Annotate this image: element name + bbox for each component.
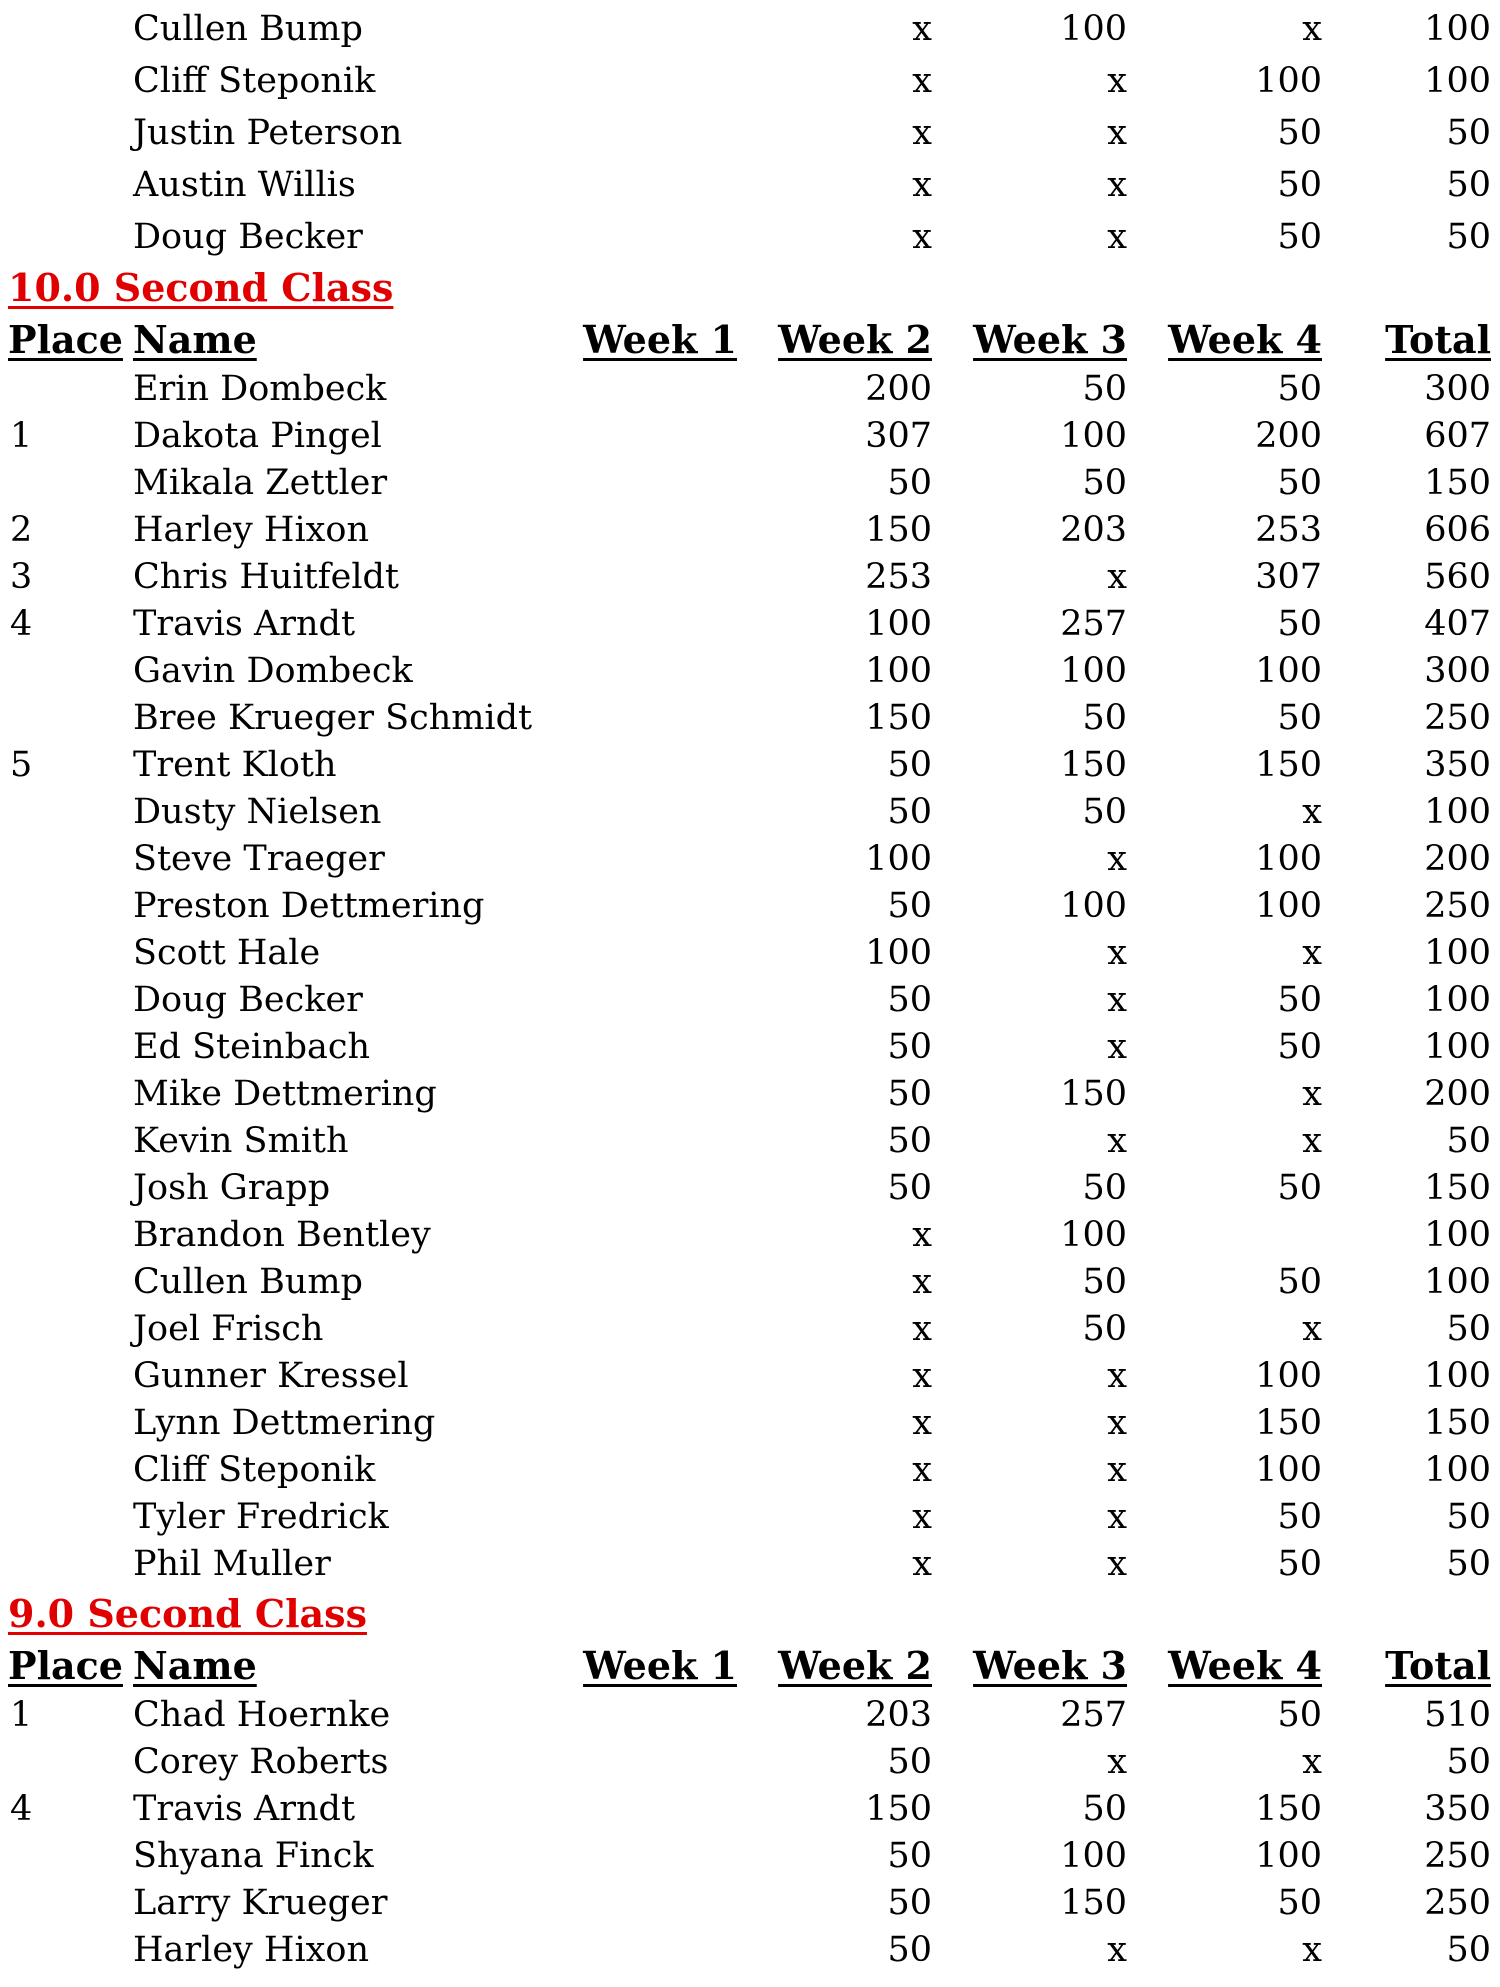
week4-cell: 50: [1277, 698, 1322, 738]
week2-cell: x: [912, 1403, 932, 1443]
week3-cell: 203: [1060, 510, 1127, 550]
week4-cell: 100: [1255, 1356, 1322, 1396]
table-row: [0, 1117, 1500, 1165]
total-cell: 350: [1424, 1789, 1491, 1829]
name-cell: Mikala Zettler: [133, 463, 388, 503]
total-cell: 250: [1424, 886, 1491, 926]
week2-cell: 100: [865, 839, 932, 879]
total-cell: 50: [1446, 1121, 1491, 1161]
total-cell: 50: [1446, 217, 1491, 257]
name-cell: Chad Hoernke: [133, 1695, 391, 1735]
week4-cell: x: [1302, 1121, 1322, 1161]
week3-cell: 150: [1060, 1074, 1127, 1114]
table-row: [0, 882, 1500, 930]
week2-cell: 100: [865, 604, 932, 644]
header-week4: Week 4: [1168, 317, 1322, 362]
total-cell: 150: [1424, 1168, 1491, 1208]
week2-cell: 100: [865, 651, 932, 691]
week2-cell: x: [912, 1215, 932, 1255]
name-cell: Travis Arndt: [133, 604, 356, 644]
week4-cell: 50: [1277, 463, 1322, 503]
name-cell: Trent Kloth: [133, 745, 337, 785]
week2-cell: 307: [865, 416, 932, 456]
name-cell: Ed Steinbach: [133, 1027, 370, 1067]
total-cell: 606: [1424, 510, 1491, 550]
table-row: [0, 1879, 1500, 1927]
week4-cell: 150: [1255, 1403, 1322, 1443]
week2-cell: 50: [887, 463, 932, 503]
table-row: [0, 1540, 1500, 1588]
week3-cell: 100: [1060, 416, 1127, 456]
total-cell: 100: [1424, 933, 1491, 973]
week4-cell: 50: [1277, 113, 1322, 153]
name-cell: Erin Dombeck: [133, 369, 387, 409]
week3-cell: x: [1107, 980, 1127, 1020]
week4-cell: 50: [1277, 1168, 1322, 1208]
week3-cell: x: [1107, 113, 1127, 153]
week4-cell: 50: [1277, 369, 1322, 409]
header-week2: Week 2: [778, 1643, 932, 1688]
place-cell: 1: [10, 1695, 33, 1735]
week3-cell: x: [1107, 933, 1127, 973]
total-cell: 250: [1424, 1883, 1491, 1923]
total-cell: 407: [1424, 604, 1491, 644]
week2-cell: 50: [887, 745, 932, 785]
place-cell: 2: [10, 510, 33, 550]
name-cell: Cliff Steponik: [133, 61, 376, 101]
place-cell: 3: [10, 557, 33, 597]
week4-cell: 50: [1277, 604, 1322, 644]
header-week1: Week 1: [583, 317, 737, 362]
total-cell: 200: [1424, 1074, 1491, 1114]
name-cell: Larry Krueger: [133, 1883, 388, 1923]
week2-cell: 50: [887, 886, 932, 926]
week2-cell: 50: [887, 792, 932, 832]
week4-cell: x: [1302, 1930, 1322, 1970]
week3-cell: x: [1107, 165, 1127, 205]
week4-cell: x: [1302, 1742, 1322, 1782]
week2-cell: 253: [865, 557, 932, 597]
total-cell: 200: [1424, 839, 1491, 879]
total-cell: 300: [1424, 369, 1491, 409]
week2-cell: 200: [865, 369, 932, 409]
week3-cell: 100: [1060, 886, 1127, 926]
table-row: [0, 365, 1500, 413]
week3-cell: x: [1107, 1544, 1127, 1584]
table-row: [0, 1023, 1500, 1071]
header-total: Total: [1385, 1643, 1491, 1688]
week4-cell: 100: [1255, 1836, 1322, 1876]
week4-cell: 50: [1277, 1262, 1322, 1302]
total-cell: 100: [1424, 61, 1491, 101]
name-cell: Dusty Nielsen: [133, 792, 382, 832]
week4-cell: x: [1302, 1309, 1322, 1349]
week4-cell: 50: [1277, 217, 1322, 257]
week3-cell: x: [1107, 1450, 1127, 1490]
name-cell: Dakota Pingel: [133, 416, 382, 456]
week4-cell: 50: [1277, 980, 1322, 1020]
header-week2: Week 2: [778, 317, 932, 362]
place-cell: 4: [10, 604, 33, 644]
week3-cell: x: [1107, 61, 1127, 101]
table-row: [0, 1399, 1500, 1447]
section-title: 10.0 Second Class: [8, 265, 394, 310]
week4-cell: 253: [1255, 510, 1322, 550]
header-name: Name: [133, 317, 257, 362]
table-row: [0, 929, 1500, 977]
table-row: [0, 506, 1500, 554]
week3-cell: 100: [1060, 1836, 1127, 1876]
name-cell: Harley Hixon: [133, 1930, 369, 1970]
table-row: [0, 741, 1500, 789]
week2-cell: 50: [887, 1883, 932, 1923]
total-cell: 100: [1424, 1215, 1491, 1255]
week3-cell: x: [1107, 1930, 1127, 1970]
table-row: [0, 412, 1500, 460]
total-cell: 100: [1424, 1450, 1491, 1490]
header-total: Total: [1385, 317, 1491, 362]
week2-cell: 100: [865, 933, 932, 973]
table-row: [0, 1070, 1500, 1118]
table-row: [0, 835, 1500, 883]
week2-cell: 50: [887, 1074, 932, 1114]
week4-cell: 100: [1255, 886, 1322, 926]
name-cell: Kevin Smith: [133, 1121, 349, 1161]
table-row: [0, 1926, 1500, 1974]
total-cell: 100: [1424, 1262, 1491, 1302]
total-cell: 50: [1446, 1497, 1491, 1537]
name-cell: Doug Becker: [133, 980, 363, 1020]
header-week3: Week 3: [973, 1643, 1127, 1688]
section-title: 9.0 Second Class: [8, 1591, 367, 1636]
week3-cell: 100: [1060, 1215, 1127, 1255]
table-row: [0, 1832, 1500, 1880]
name-cell: Joel Frisch: [133, 1309, 324, 1349]
week2-cell: 50: [887, 1121, 932, 1161]
name-cell: Lynn Dettmering: [133, 1403, 436, 1443]
header-week1: Week 1: [583, 1643, 737, 1688]
table-row: [0, 553, 1500, 601]
name-cell: Mike Dettmering: [133, 1074, 437, 1114]
table-row: [0, 1738, 1500, 1786]
week3-cell: 50: [1082, 698, 1127, 738]
week2-cell: 150: [865, 1789, 932, 1829]
week3-cell: 50: [1082, 1168, 1127, 1208]
week3-cell: x: [1107, 839, 1127, 879]
name-cell: Cullen Bump: [133, 9, 363, 49]
week2-cell: x: [912, 217, 932, 257]
table-row: [0, 1305, 1500, 1353]
total-cell: 510: [1424, 1695, 1491, 1735]
week2-cell: 50: [887, 1742, 932, 1782]
week2-cell: 203: [865, 1695, 932, 1735]
total-cell: 350: [1424, 745, 1491, 785]
week4-cell: 307: [1255, 557, 1322, 597]
total-cell: 150: [1424, 463, 1491, 503]
name-cell: Steve Traeger: [133, 839, 385, 879]
week4-cell: 50: [1277, 1883, 1322, 1923]
total-cell: 607: [1424, 416, 1491, 456]
week4-cell: 150: [1255, 1789, 1322, 1829]
week3-cell: x: [1107, 557, 1127, 597]
name-cell: Preston Dettmering: [133, 886, 485, 926]
total-cell: 300: [1424, 651, 1491, 691]
week4-cell: x: [1302, 792, 1322, 832]
week2-cell: 50: [887, 980, 932, 1020]
week4-cell: x: [1302, 1074, 1322, 1114]
week3-cell: x: [1107, 1497, 1127, 1537]
table-row: [0, 1691, 1500, 1739]
week4-cell: 100: [1255, 61, 1322, 101]
name-cell: Cullen Bump: [133, 1262, 363, 1302]
place-cell: 1: [10, 416, 33, 456]
column-header-row: [0, 1641, 1500, 1691]
header-week3: Week 3: [973, 317, 1127, 362]
week2-cell: x: [912, 113, 932, 153]
week3-cell: x: [1107, 1403, 1127, 1443]
week2-cell: 50: [887, 1027, 932, 1067]
week2-cell: x: [912, 1544, 932, 1584]
table-row: [0, 1352, 1500, 1400]
name-cell: Shyana Finck: [133, 1836, 374, 1876]
total-cell: 150: [1424, 1403, 1491, 1443]
place-cell: 4: [10, 1789, 33, 1829]
week4-cell: x: [1302, 933, 1322, 973]
name-cell: Chris Huitfeldt: [133, 557, 399, 597]
table-row: [0, 788, 1500, 836]
total-cell: 560: [1424, 557, 1491, 597]
week3-cell: 50: [1082, 1309, 1127, 1349]
week3-cell: x: [1107, 1121, 1127, 1161]
table-row: [0, 161, 1500, 209]
name-cell: Gunner Kressel: [133, 1356, 409, 1396]
week4-cell: 100: [1255, 651, 1322, 691]
week4-cell: x: [1302, 9, 1322, 49]
table-row: [0, 1446, 1500, 1494]
total-cell: 50: [1446, 165, 1491, 205]
week3-cell: 50: [1082, 463, 1127, 503]
header-place: Place: [8, 1643, 123, 1688]
week3-cell: 50: [1082, 1789, 1127, 1829]
week4-cell: 50: [1277, 1544, 1322, 1584]
week2-cell: x: [912, 1309, 932, 1349]
week4-cell: 200: [1255, 416, 1322, 456]
total-cell: 50: [1446, 113, 1491, 153]
total-cell: 250: [1424, 1836, 1491, 1876]
week3-cell: 100: [1060, 651, 1127, 691]
total-cell: 100: [1424, 792, 1491, 832]
week2-cell: x: [912, 1450, 932, 1490]
table-row: [0, 57, 1500, 105]
name-cell: Brandon Bentley: [133, 1215, 431, 1255]
name-cell: Harley Hixon: [133, 510, 369, 550]
name-cell: Josh Grapp: [133, 1168, 331, 1208]
week3-cell: x: [1107, 1742, 1127, 1782]
week2-cell: x: [912, 1356, 932, 1396]
week3-cell: 100: [1060, 9, 1127, 49]
week2-cell: 150: [865, 698, 932, 738]
week3-cell: 257: [1060, 1695, 1127, 1735]
table-row: [0, 109, 1500, 157]
week2-cell: 150: [865, 510, 932, 550]
table-row: [0, 213, 1500, 261]
week3-cell: 150: [1060, 1883, 1127, 1923]
total-cell: 100: [1424, 1356, 1491, 1396]
total-cell: 50: [1446, 1930, 1491, 1970]
total-cell: 50: [1446, 1309, 1491, 1349]
place-cell: 5: [10, 745, 33, 785]
week3-cell: 150: [1060, 745, 1127, 785]
name-cell: Justin Peterson: [133, 113, 403, 153]
name-cell: Austin Willis: [133, 165, 356, 205]
table-row: [0, 1211, 1500, 1259]
week2-cell: 50: [887, 1930, 932, 1970]
week3-cell: 50: [1082, 1262, 1127, 1302]
table-row: [0, 1493, 1500, 1541]
name-cell: Doug Becker: [133, 217, 363, 257]
total-cell: 50: [1446, 1544, 1491, 1584]
week2-cell: x: [912, 9, 932, 49]
total-cell: 50: [1446, 1742, 1491, 1782]
table-row: [0, 1785, 1500, 1833]
name-cell: Cliff Steponik: [133, 1450, 376, 1490]
table-row: [0, 1258, 1500, 1306]
header-name: Name: [133, 1643, 257, 1688]
week4-cell: 50: [1277, 1027, 1322, 1067]
total-cell: 100: [1424, 1027, 1491, 1067]
week4-cell: 50: [1277, 1497, 1322, 1537]
week2-cell: x: [912, 61, 932, 101]
week3-cell: 50: [1082, 792, 1127, 832]
week2-cell: 50: [887, 1836, 932, 1876]
week3-cell: x: [1107, 1356, 1127, 1396]
table-row: [0, 647, 1500, 695]
week3-cell: x: [1107, 217, 1127, 257]
name-cell: Bree Krueger Schmidt: [133, 698, 533, 738]
name-cell: Gavin Dombeck: [133, 651, 413, 691]
total-cell: 100: [1424, 980, 1491, 1020]
week4-cell: 100: [1255, 839, 1322, 879]
name-cell: Scott Hale: [133, 933, 321, 973]
table-row: [0, 459, 1500, 507]
week4-cell: 50: [1277, 1695, 1322, 1735]
week4-cell: 50: [1277, 165, 1322, 205]
table-row: [0, 600, 1500, 648]
week3-cell: 50: [1082, 369, 1127, 409]
total-cell: 100: [1424, 9, 1491, 49]
week2-cell: x: [912, 1497, 932, 1537]
table-row: [0, 1164, 1500, 1212]
column-header-row: [0, 315, 1500, 365]
name-cell: Phil Muller: [133, 1544, 331, 1584]
week2-cell: x: [912, 165, 932, 205]
week3-cell: x: [1107, 1027, 1127, 1067]
name-cell: Tyler Fredrick: [133, 1497, 389, 1537]
week4-cell: 100: [1255, 1450, 1322, 1490]
total-cell: 250: [1424, 698, 1491, 738]
table-row: [0, 694, 1500, 742]
table-row: [0, 5, 1500, 53]
name-cell: Corey Roberts: [133, 1742, 389, 1782]
week2-cell: 50: [887, 1168, 932, 1208]
week4-cell: 150: [1255, 745, 1322, 785]
header-place: Place: [8, 317, 123, 362]
week2-cell: x: [912, 1262, 932, 1302]
week3-cell: 257: [1060, 604, 1127, 644]
header-week4: Week 4: [1168, 1643, 1322, 1688]
name-cell: Travis Arndt: [133, 1789, 356, 1829]
table-row: [0, 976, 1500, 1024]
